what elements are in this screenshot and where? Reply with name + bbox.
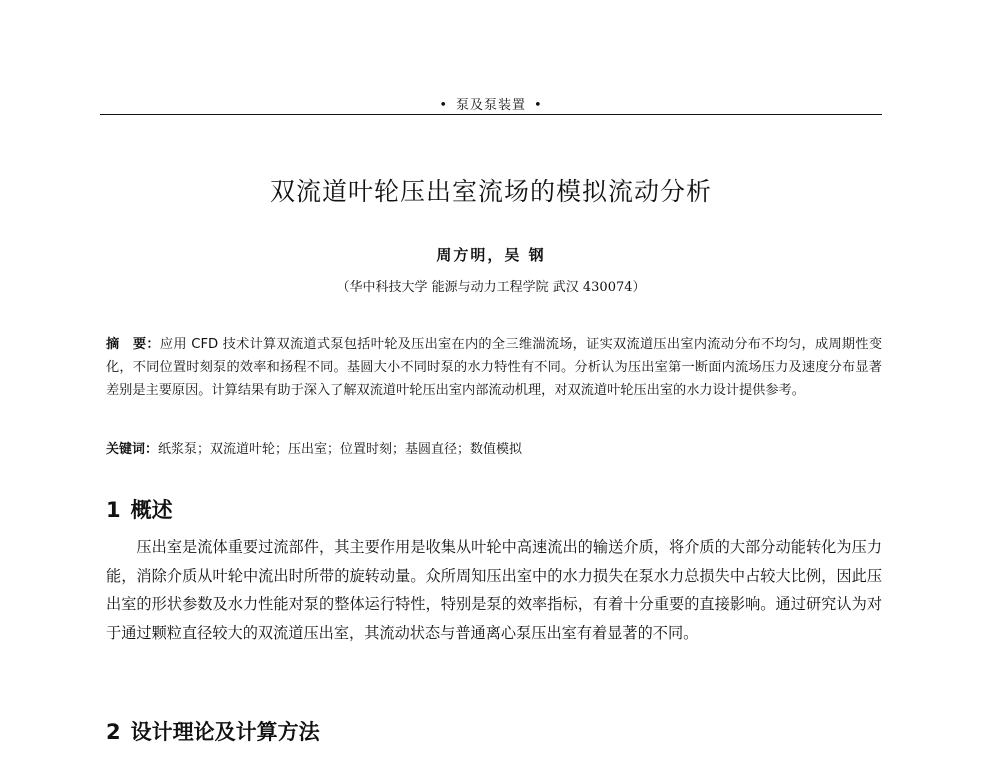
keywords [106,438,882,457]
header-rule [100,114,882,115]
section-heading-1 [106,494,173,524]
section-title: 概述 [130,498,173,522]
abstract [106,333,882,402]
abstract-text: 应用 CFD 技术计算双流道式泵包括叶轮及压出室在内的全三维湍流场，证实双流道压出室内流动分布不均匀，成周期性变化，不同位置时刻泵的效率和扬程不同。基圆大小不同时泵的水力特性有不同。分析认为压出室第一断面内流场压力及速度分布显著差别是主要原因。计算结果有助于深入了解双流道叶轮压出室内部流动机理，对双流道叶轮压出室的水力设计提供参考。 [106,337,883,398]
abstract-label: 摘 要： [106,337,160,352]
journal-section-name: 泵及泵装置 [455,98,526,113]
article-title: 双流道叶轮压出室流场的模拟流动分析 [269,177,712,206]
section-heading-2 [106,716,320,746]
keywords-text: 纸浆泵；双流道叶轮；压出室；位置时刻；基圆直径；数值模拟 [158,442,523,457]
author-affiliation: （华中科技大学 能源与动力工程学院 武汉 430074） [336,280,646,295]
article-authors: 周方明，吴 钢 [436,246,546,264]
section-1-paragraph: 压出室是流体重要过流部件，其主要作用是收集从叶轮中高速流出的输送介质，将介质的大部分动能转化为压力能，消除介质从叶轮中流出时所带的旋转动量。众所周知压出室中的水力损失在泵水力总损失中占较大比例，因此压出室的形状参数及水力性能对泵的整体运行特性，特别是泵的效率指标，有着十分重要的直接影响。通过研究认为对于通过颗粒直径较大的双流道压出室，其流动状态与普通离心泵压出室有着显著的不同。 [106,538,882,642]
header-bullet-left: • [439,98,448,113]
keywords-label: 关键词： [106,442,159,457]
section-number: 1 [106,498,121,522]
running-header [100,94,882,113]
section-title: 设计理论及计算方法 [130,720,320,744]
section-number: 2 [106,720,121,744]
header-bullet-right: • [534,98,543,113]
